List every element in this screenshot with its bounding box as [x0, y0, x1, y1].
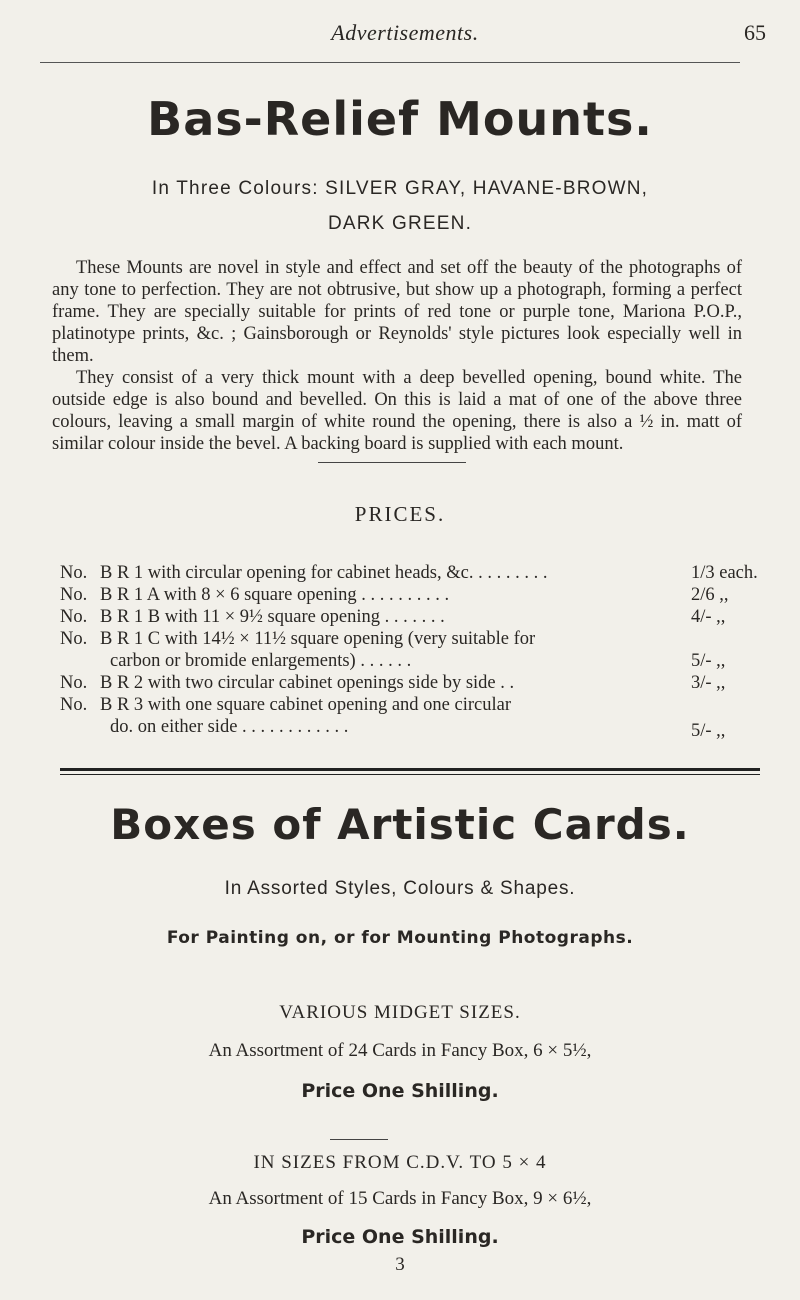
price-row-desc: B R 1 A with 8 × 6 square opening . . . . . . . . . . [100, 585, 450, 605]
price-row [60, 584, 760, 606]
running-title: Advertisements. [331, 20, 479, 45]
midget-description: An Assortment of 24 Cards in Fancy Box, 6 × 5½, [208, 1040, 592, 1061]
price-row-price: 1/3 each. [691, 563, 758, 583]
page-header [40, 14, 770, 54]
price-row-num: No. [60, 585, 88, 605]
price-row-desc: B R 3 with one square cabinet opening and one circular [100, 695, 511, 715]
price-row-num: No. [60, 695, 88, 715]
price-row-desc: B R 2 with two circular cabinet openings side by side . . [100, 673, 515, 693]
midget-heading: VARIOUS MIDGET SIZES. [279, 1002, 521, 1023]
mounts-colours-line1: In Three Colours: SILVER GRAY, HAVANE-BROWN, [151, 178, 649, 199]
price-row-price: 4/- ,, [691, 607, 726, 627]
price-row-num: No. [60, 563, 88, 583]
price-row [60, 694, 760, 716]
sizes-description: An Assortment of 15 Cards in Fancy Box, 9 × 6½, [208, 1188, 592, 1209]
section-thin-rule [60, 774, 760, 775]
sizes-price: Price One Shilling. [301, 1226, 499, 1248]
price-row-desc: B R 1 B with 11 × 9½ square opening . . . . . . . [100, 607, 445, 627]
section-divider [318, 462, 466, 463]
price-row-price: 5/- ,, [691, 651, 726, 671]
price-row-num: No. [60, 629, 88, 649]
price-row-desc: B R 1 with circular opening for cabinet heads, &c. . . . . . . . . [100, 563, 548, 583]
sizes-heading: IN SIZES FROM C.D.V. TO 5 × 4 [253, 1152, 547, 1173]
price-row [60, 672, 760, 694]
prices-title: PRICES. [354, 502, 446, 526]
mounts-paragraph-1: These Mounts are novel in style and effect and set off the beauty of the photographs of any tone to perfection. They are not obtrusive, but show up a photograph, forming a perfect frame. They are specially suitable for prints of red tone or purple tone, Mariona P.O.P., platinotype prints, &c. ; Gainsborough or Reynolds' style pictures look especially well in them. [52, 258, 742, 366]
card-divider [330, 1139, 388, 1140]
price-row-num: No. [60, 673, 88, 693]
mounts-paragraph-2: They consist of a very thick mount with a deep bevelled opening, bound white. The outside edge is also bound and bevelled. On this is laid a mat of one of the above three colours, leaving a small margin of white round the opening, there is also a ½ in. matt of similar colour inside the bevel. A backing board is supplied with each mount. [52, 368, 742, 454]
price-row-continuation: do. on either side . . . . . . . . . . . . [110, 717, 349, 737]
price-row-price: 2/6 ,, [691, 585, 729, 605]
price-row [60, 562, 760, 584]
price-row-desc: B R 1 C with 14½ × 11½ square opening (very suitable for [100, 629, 536, 649]
price-row-price: 5/- ,, [691, 721, 726, 741]
price-row-price-wrap [60, 720, 760, 742]
cards-title: Boxes of Artistic Cards. [110, 800, 690, 849]
price-row-price-wrap [60, 650, 760, 672]
price-row [60, 606, 760, 628]
midget-price: Price One Shilling. [301, 1080, 499, 1102]
page-number: 65 [744, 20, 766, 45]
cards-purpose: For Painting on, or for Mounting Photographs. [166, 928, 634, 948]
section-thick-rule [60, 768, 760, 771]
price-row-num: No. [60, 607, 88, 627]
price-row [60, 628, 760, 650]
mounts-colours-line2: DARK GREEN. [327, 213, 473, 234]
price-row-price: 3/- ,, [691, 673, 726, 693]
signature-mark: 3 [395, 1254, 405, 1275]
cards-subtitle: In Assorted Styles, Colours & Shapes. [224, 878, 576, 899]
mounts-title: Bas-Relief Mounts. [147, 92, 653, 146]
header-rule [40, 62, 740, 63]
price-row-continuation: carbon or bromide enlargements) . . . . . . [110, 651, 412, 671]
